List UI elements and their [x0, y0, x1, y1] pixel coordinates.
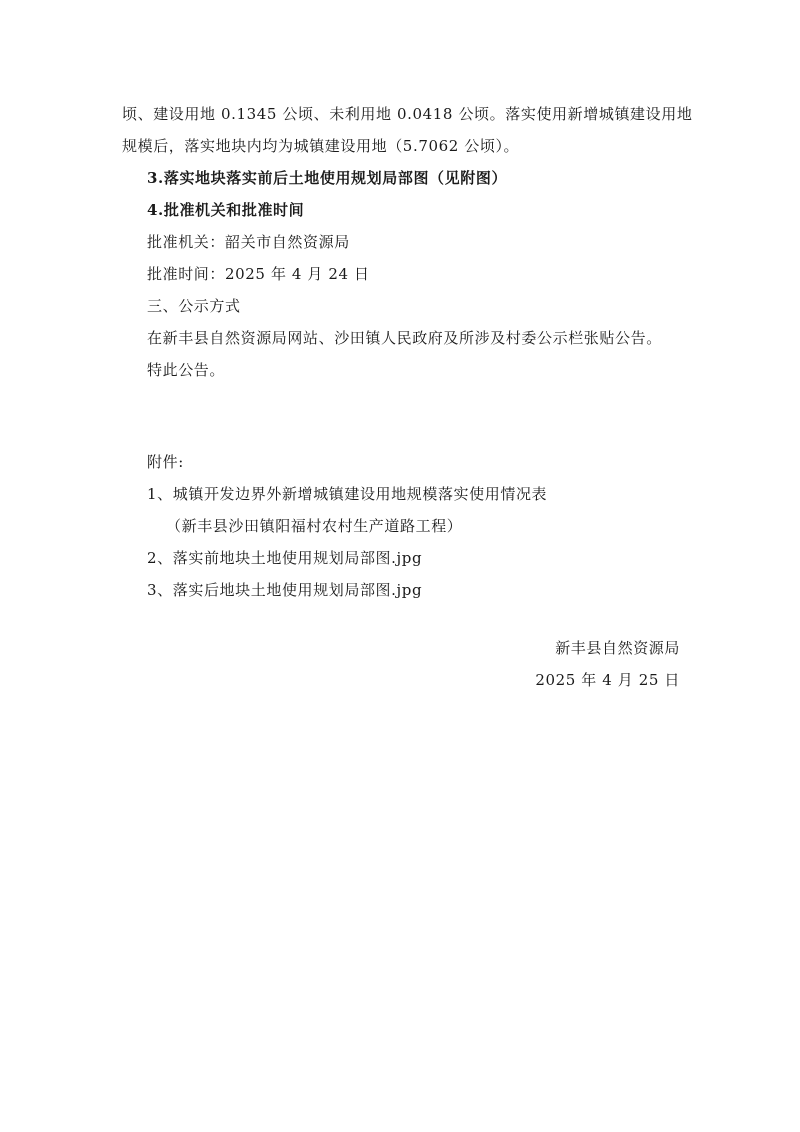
attachment-item-1-subtitle: （新丰县沙田镇阳福村农村生产道路工程） — [166, 517, 463, 535]
paragraph-line-2: 规模后，落实地块内均为城镇建设用地（5.7062 公顷）。 — [122, 137, 520, 155]
attachment-item-1: 1、城镇开发边界外新增城镇建设用地规模落实使用情况表 — [147, 485, 548, 503]
closing-text: 特此公告。 — [147, 361, 226, 379]
approval-authority: 批准机关：韶关市自然资源局 — [147, 233, 350, 251]
issue-date: 2025 年 4 月 25 日 — [535, 671, 680, 689]
attachment-item-2: 2、落实前地块土地使用规划局部图.jpg — [147, 549, 423, 567]
issuer-name: 新丰县自然资源局 — [555, 639, 680, 657]
attachments-label: 附件: — [147, 453, 184, 471]
paragraph-line-1: 顷、建设用地 0.1345 公顷、未利用地 0.0418 公顷。落实使用新增城镇建设用地 — [122, 105, 693, 123]
heading-4: 4.批准机关和批准时间 — [147, 201, 305, 219]
publicity-method: 在新丰县自然资源局网站、沙田镇人民政府及所涉及村委公示栏张贴公告。 — [147, 329, 662, 347]
approval-date: 批准时间：2025 年 4 月 24 日 — [147, 265, 370, 283]
attachment-item-3: 3、落实后地块土地使用规划局部图.jpg — [147, 581, 423, 599]
section-title-publicity: 三、公示方式 — [147, 297, 241, 315]
heading-3: 3.落实地块落实前后土地使用规划局部图（见附图） — [147, 169, 508, 187]
